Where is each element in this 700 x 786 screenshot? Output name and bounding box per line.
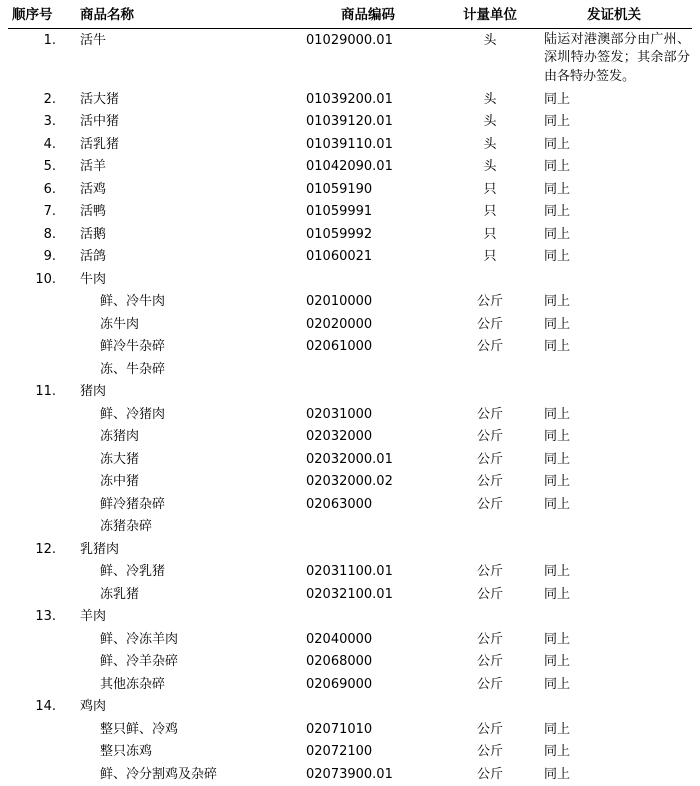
cell-code: 02032000 bbox=[306, 429, 373, 445]
cell-authority: 同上 bbox=[544, 654, 571, 670]
table-row bbox=[8, 471, 692, 494]
cell-authority: 同上 bbox=[544, 136, 571, 152]
cell-name: 鲜、冷乳猪 bbox=[100, 564, 166, 580]
cell-unit: 公斤 bbox=[476, 496, 503, 512]
cell-name: 活羊 bbox=[80, 159, 107, 175]
table-row bbox=[8, 673, 692, 696]
cell-code: 02069000 bbox=[306, 676, 373, 692]
cell-sequence bbox=[8, 403, 70, 426]
cell-authority: 同上 bbox=[544, 429, 571, 445]
cell-sequence: 10. bbox=[35, 271, 56, 287]
table-row bbox=[8, 493, 692, 516]
cell-name: 整只冻鸡 bbox=[100, 744, 153, 760]
cell-code: 01060021 bbox=[306, 249, 373, 265]
cell-sequence: 6. bbox=[43, 181, 56, 197]
table-row bbox=[8, 178, 692, 201]
cell-unit: 头 bbox=[483, 33, 497, 48]
cell-unit: 公斤 bbox=[476, 339, 503, 355]
cell-unit: 公斤 bbox=[476, 316, 503, 332]
cell-sequence bbox=[8, 291, 70, 314]
cell-authority: 同上 bbox=[544, 181, 571, 197]
cell-sequence: 12. bbox=[35, 541, 56, 557]
cell-code bbox=[292, 268, 444, 291]
table-row bbox=[8, 29, 692, 88]
cell-code bbox=[292, 606, 444, 629]
cell-unit: 公斤 bbox=[476, 766, 503, 782]
cell-authority bbox=[536, 381, 692, 404]
cell-authority bbox=[536, 606, 692, 629]
cell-name: 冻中猪 bbox=[100, 474, 140, 490]
cell-sequence: 7. bbox=[43, 204, 56, 220]
cell-authority bbox=[536, 358, 692, 381]
table-row bbox=[8, 111, 692, 134]
cell-name: 冻乳猪 bbox=[100, 586, 140, 602]
cell-name: 活鸡 bbox=[80, 181, 107, 197]
table-row bbox=[8, 381, 692, 404]
cell-name: 鲜冷牛杂碎 bbox=[100, 339, 166, 355]
table-row bbox=[8, 516, 692, 539]
goods-table bbox=[8, 0, 692, 786]
cell-sequence bbox=[8, 561, 70, 584]
table-row bbox=[8, 448, 692, 471]
table-row bbox=[8, 156, 692, 179]
cell-code bbox=[292, 516, 444, 539]
cell-unit bbox=[444, 358, 536, 381]
cell-sequence bbox=[8, 516, 70, 539]
cell-unit bbox=[444, 696, 536, 719]
cell-name: 整只鲜、冷鸡 bbox=[100, 721, 179, 737]
cell-unit: 只 bbox=[483, 181, 497, 197]
cell-unit bbox=[444, 268, 536, 291]
cell-name: 冻猪杂碎 bbox=[100, 519, 153, 535]
table-row bbox=[8, 628, 692, 651]
cell-code: 02072100 bbox=[306, 744, 373, 760]
cell-sequence bbox=[8, 493, 70, 516]
cell-code: 02063000 bbox=[306, 496, 373, 512]
table-row bbox=[8, 651, 692, 674]
cell-unit: 公斤 bbox=[476, 451, 503, 467]
table-header bbox=[8, 0, 692, 29]
cell-name: 羊肉 bbox=[80, 609, 107, 625]
table-row bbox=[8, 358, 692, 381]
cell-code: 01059991 bbox=[306, 204, 373, 220]
table-row bbox=[8, 538, 692, 561]
cell-sequence: 3. bbox=[43, 114, 56, 130]
cell-authority: 同上 bbox=[544, 766, 571, 782]
cell-sequence: 2. bbox=[43, 91, 56, 107]
cell-sequence bbox=[8, 471, 70, 494]
cell-unit: 只 bbox=[483, 249, 497, 265]
cell-name: 冻猪肉 bbox=[100, 429, 140, 445]
cell-authority bbox=[536, 268, 692, 291]
cell-code: 01029000.01 bbox=[306, 33, 393, 48]
cell-code: 01039110.01 bbox=[306, 136, 393, 152]
cell-sequence bbox=[8, 336, 70, 359]
cell-authority: 同上 bbox=[544, 159, 571, 175]
cell-unit: 公斤 bbox=[476, 676, 503, 692]
cell-sequence bbox=[8, 448, 70, 471]
cell-sequence: 14. bbox=[35, 699, 56, 715]
cell-code: 02031000 bbox=[306, 406, 373, 422]
cell-name: 冻牛肉 bbox=[100, 316, 140, 332]
cell-code: 02071010 bbox=[306, 721, 373, 737]
cell-code bbox=[292, 538, 444, 561]
table-row bbox=[8, 313, 692, 336]
cell-authority: 陆运对港澳部分由广州、深圳特办签发；其余部分由各特办签发。 bbox=[544, 32, 690, 84]
cell-unit: 公斤 bbox=[476, 474, 503, 490]
cell-name: 牛肉 bbox=[80, 271, 107, 287]
cell-authority bbox=[536, 516, 692, 539]
cell-unit: 头 bbox=[483, 136, 497, 152]
cell-unit: 头 bbox=[483, 114, 497, 130]
table-row bbox=[8, 426, 692, 449]
cell-authority: 同上 bbox=[544, 114, 571, 130]
cell-unit: 公斤 bbox=[476, 406, 503, 422]
cell-authority: 同上 bbox=[544, 91, 571, 107]
table-row bbox=[8, 696, 692, 719]
cell-name: 鲜、冷冻羊肉 bbox=[100, 631, 179, 647]
cell-name: 鲜、冷猪肉 bbox=[100, 406, 166, 422]
cell-name: 活中猪 bbox=[80, 114, 120, 130]
cell-name: 活乳猪 bbox=[80, 136, 120, 152]
cell-sequence bbox=[8, 358, 70, 381]
cell-name: 鲜冷猪杂碎 bbox=[100, 496, 166, 512]
cell-name: 活鹅 bbox=[80, 226, 107, 242]
cell-code: 01042090.01 bbox=[306, 159, 393, 175]
cell-authority: 同上 bbox=[544, 451, 571, 467]
table-row bbox=[8, 606, 692, 629]
cell-unit: 公斤 bbox=[476, 586, 503, 602]
cell-authority bbox=[536, 696, 692, 719]
cell-code: 02032000.01 bbox=[306, 451, 393, 467]
cell-name: 鲜、冷羊杂碎 bbox=[100, 654, 179, 670]
cell-authority: 同上 bbox=[544, 249, 571, 265]
cell-name: 冻、牛杂碎 bbox=[100, 361, 166, 377]
cell-sequence: 13. bbox=[35, 609, 56, 625]
cell-sequence: 5. bbox=[43, 159, 56, 175]
cell-authority: 同上 bbox=[544, 744, 571, 760]
cell-authority: 同上 bbox=[544, 339, 571, 355]
cell-authority: 同上 bbox=[544, 316, 571, 332]
cell-code: 01039200.01 bbox=[306, 91, 393, 107]
table-header-row bbox=[8, 0, 692, 28]
cell-code bbox=[292, 358, 444, 381]
cell-name: 活大猪 bbox=[80, 91, 120, 107]
cell-unit: 公斤 bbox=[476, 654, 503, 670]
cell-name: 活鸭 bbox=[80, 204, 107, 220]
cell-sequence bbox=[8, 583, 70, 606]
cell-name: 鲜、冷牛肉 bbox=[100, 294, 166, 310]
cell-unit: 公斤 bbox=[476, 429, 503, 445]
cell-code: 02061000 bbox=[306, 339, 373, 355]
cell-code: 02020000 bbox=[306, 316, 373, 332]
cell-unit: 头 bbox=[483, 159, 497, 175]
column-header-unit: 计量单位 bbox=[463, 7, 517, 23]
cell-authority: 同上 bbox=[544, 204, 571, 220]
cell-name: 活鸽 bbox=[80, 249, 107, 265]
cell-unit: 公斤 bbox=[476, 631, 503, 647]
cell-unit bbox=[444, 606, 536, 629]
cell-code: 02068000 bbox=[306, 654, 373, 670]
cell-sequence: 4. bbox=[43, 136, 56, 152]
table-row bbox=[8, 336, 692, 359]
cell-authority: 同上 bbox=[544, 406, 571, 422]
cell-code: 02040000 bbox=[306, 631, 373, 647]
cell-code: 02010000 bbox=[306, 294, 373, 310]
cell-unit bbox=[444, 538, 536, 561]
cell-authority: 同上 bbox=[544, 474, 571, 490]
cell-code: 01059992 bbox=[306, 226, 373, 242]
cell-sequence: 8. bbox=[43, 226, 56, 242]
table-row bbox=[8, 223, 692, 246]
cell-unit bbox=[444, 381, 536, 404]
table-row bbox=[8, 246, 692, 269]
cell-authority: 同上 bbox=[544, 586, 571, 602]
cell-name: 鲜、冷分割鸡及杂碎 bbox=[100, 766, 218, 782]
table-row bbox=[8, 403, 692, 426]
cell-unit bbox=[444, 516, 536, 539]
cell-code: 02031100.01 bbox=[306, 564, 393, 580]
cell-authority: 同上 bbox=[544, 496, 571, 512]
cell-name: 其他冻杂碎 bbox=[100, 676, 166, 692]
cell-code: 02073900.01 bbox=[306, 766, 393, 782]
cell-authority: 同上 bbox=[544, 721, 571, 737]
cell-sequence bbox=[8, 628, 70, 651]
cell-code: 02032100.01 bbox=[306, 586, 393, 602]
table-row bbox=[8, 718, 692, 741]
cell-authority bbox=[536, 538, 692, 561]
cell-name: 鸡肉 bbox=[80, 699, 107, 715]
column-header-code: 商品编码 bbox=[341, 7, 395, 23]
table-row bbox=[8, 88, 692, 111]
cell-name: 冻大猪 bbox=[100, 451, 140, 467]
cell-unit: 只 bbox=[483, 204, 497, 220]
cell-sequence bbox=[8, 741, 70, 764]
cell-sequence: 9. bbox=[43, 249, 56, 265]
table-row bbox=[8, 583, 692, 606]
cell-name: 乳猪肉 bbox=[80, 541, 120, 557]
cell-unit: 公斤 bbox=[476, 564, 503, 580]
cell-unit: 公斤 bbox=[476, 721, 503, 737]
cell-authority: 同上 bbox=[544, 226, 571, 242]
cell-unit: 公斤 bbox=[476, 744, 503, 760]
cell-unit: 头 bbox=[483, 91, 497, 107]
table-row bbox=[8, 201, 692, 224]
table-row bbox=[8, 741, 692, 764]
cell-sequence bbox=[8, 426, 70, 449]
table-row bbox=[8, 561, 692, 584]
cell-sequence: 1. bbox=[43, 33, 56, 48]
cell-code bbox=[292, 696, 444, 719]
cell-authority: 同上 bbox=[544, 294, 571, 310]
table-row bbox=[8, 291, 692, 314]
cell-name: 猪肉 bbox=[80, 384, 107, 400]
cell-sequence bbox=[8, 718, 70, 741]
table-body bbox=[8, 29, 692, 786]
column-header-name: 商品名称 bbox=[80, 7, 134, 23]
table-row bbox=[8, 268, 692, 291]
cell-sequence: 11. bbox=[35, 384, 56, 400]
cell-sequence bbox=[8, 673, 70, 696]
column-header-sequence: 顺序号 bbox=[12, 7, 53, 23]
cell-sequence bbox=[8, 313, 70, 336]
cell-unit: 只 bbox=[483, 226, 497, 242]
cell-code bbox=[292, 381, 444, 404]
cell-unit: 公斤 bbox=[476, 294, 503, 310]
cell-code: 02032000.02 bbox=[306, 474, 393, 490]
cell-authority: 同上 bbox=[544, 631, 571, 647]
cell-authority: 同上 bbox=[544, 676, 571, 692]
table-row bbox=[8, 133, 692, 156]
cell-sequence bbox=[8, 651, 70, 674]
column-header-authority: 发证机关 bbox=[587, 7, 641, 23]
cell-authority: 同上 bbox=[544, 564, 571, 580]
cell-code: 01039120.01 bbox=[306, 114, 393, 130]
cell-name: 活牛 bbox=[80, 33, 107, 48]
cell-code: 01059190 bbox=[306, 181, 373, 197]
